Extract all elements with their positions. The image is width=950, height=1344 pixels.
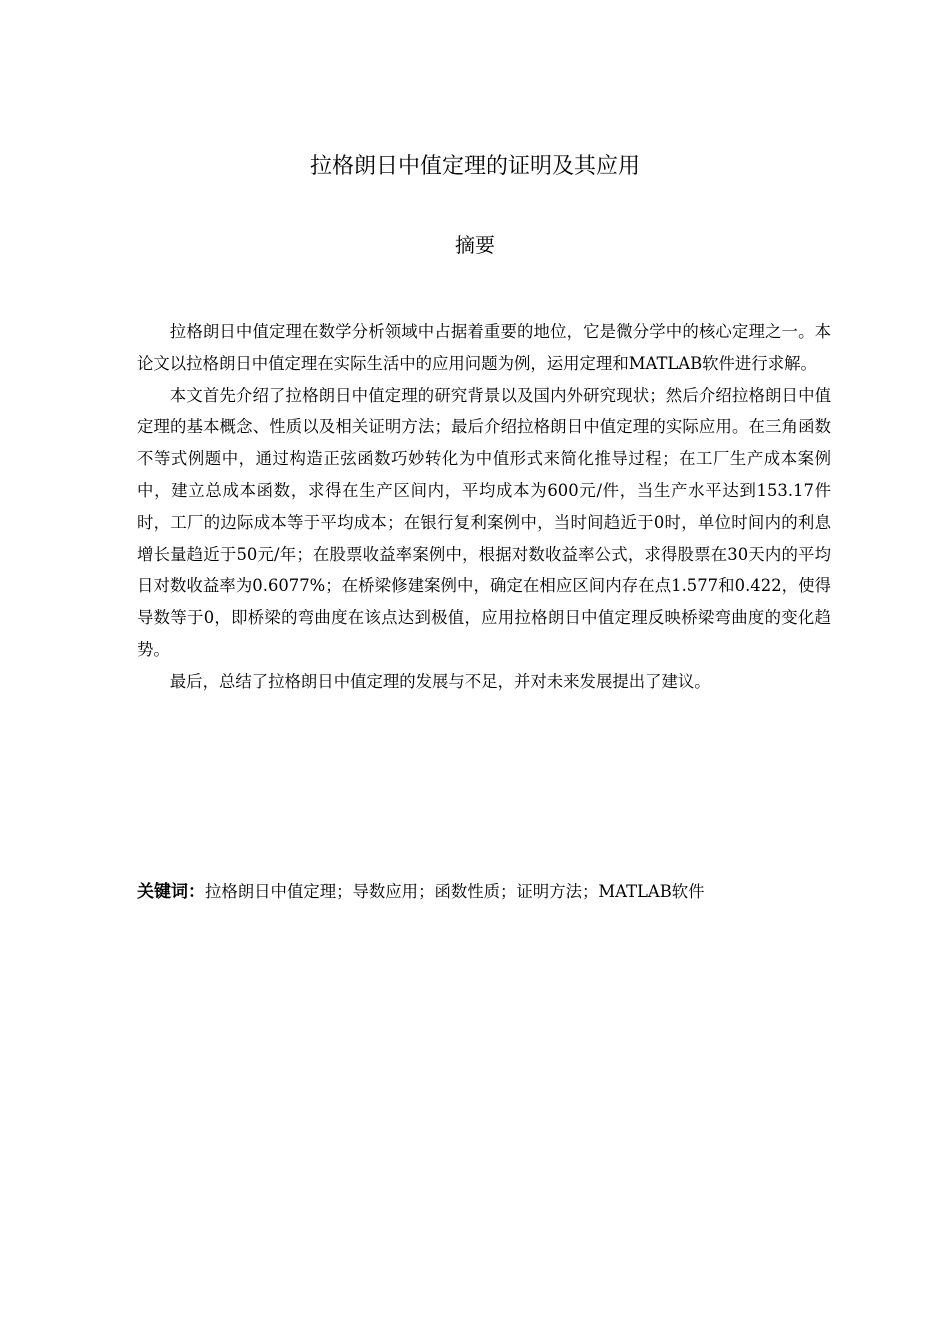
keywords-text: 拉格朗日中值定理；导数应用；函数性质；证明方法；MATLAB软件	[205, 882, 705, 901]
abstract-paragraph-3: 最后，总结了拉格朗日中值定理的发展与不足，并对未来发展提出了建议。	[169, 671, 711, 691]
keywords-line	[137, 876, 837, 908]
keywords-label: 关键词：	[137, 882, 205, 902]
abstract-paragraph-1: 拉格朗日中值定理在数学分析领域中占据着重要的地位，它是微分学中的核心定理之一。本论文以拉格朗日中值定理在实际生活中的应用问题为例，运用定理和MATLAB软件进行求解。	[137, 322, 831, 373]
abstract-body	[137, 316, 831, 698]
page-title: 拉格朗日中值定理的证明及其应用	[309, 154, 640, 179]
abstract-paragraph-2: 本文首先介绍了拉格朗日中值定理的研究背景以及国内外研究现状；然后介绍拉格朗日中值定理的基本概念、性质以及相关证明方法；最后介绍拉格朗日中值定理的实际应用。在三角函数不等式例题中，通过构造正弦函数巧妙转化为中值形式来简化推导过程；在工厂生产成本案例中，建立总成本函数，求得在生产区间内，平均成本为600元/件，当生产水平达到153.17件时，工厂的边际成本等于平均成本；在银行复利案例中，当时间趋近于0时，单位时间内的利息增长量趋近于50元/年；在股票收益率案例中，根据对数收益率公式，求得股票在30天内的平均日对数收益率为0.6077%；在桥梁修建案例中，确定在相应区间内存在点1.577和0.422，使得导数等于0，即桥梁的弯曲度在该点达到极值，应用拉格朗日中值定理反映桥梁弯曲度的变化趋势。	[137, 385, 831, 659]
abstract-heading: 摘要	[455, 233, 495, 257]
